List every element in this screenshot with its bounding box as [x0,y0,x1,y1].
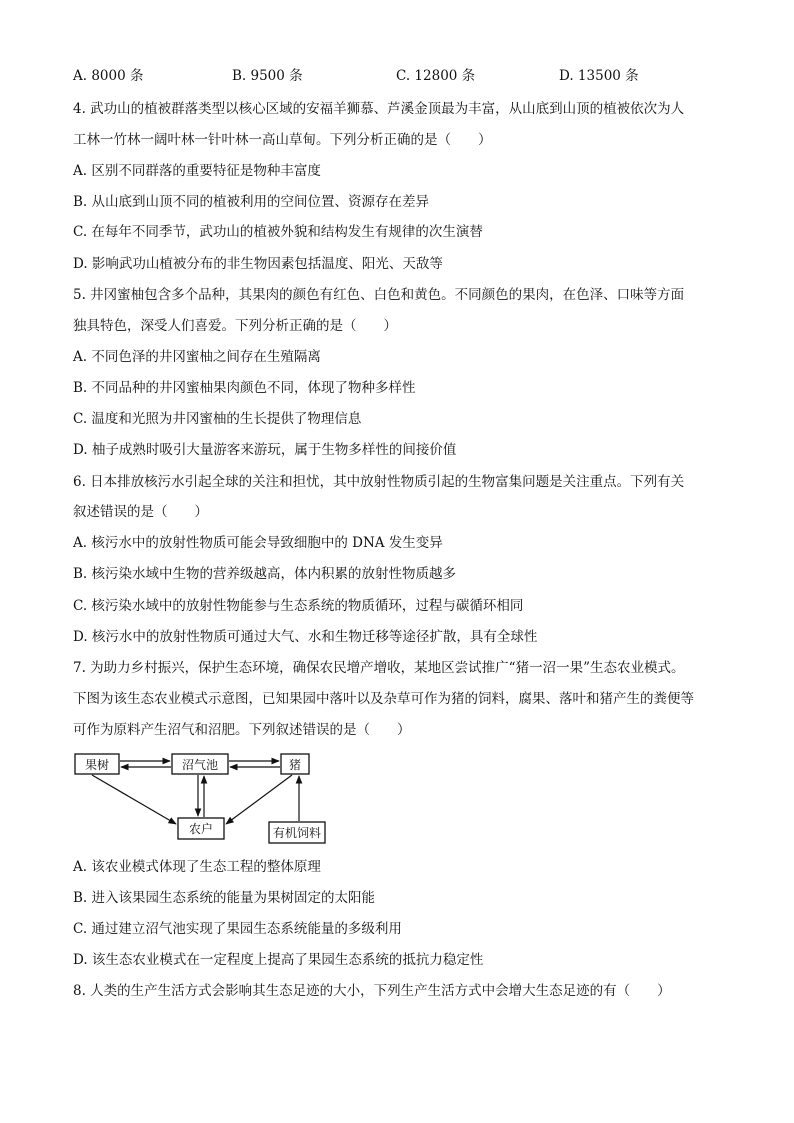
q6-stem-line-1: 6. 日本排放核污水引起全球的关注和担忧，其中放射性物质引起的生物富集问题是关注重点。下列有关 [73,474,685,490]
q6-option-c: C. 核污染水域中的放射性物能参与生态系统的物质循环，过程与碳循环相同 [73,598,524,614]
q7-stem-line-1: 7. 为助力乡村振兴，保护生态环境，确保农民增产增收，某地区尝试推广“猪一沼一果”生态农业模式。 [73,660,685,676]
pig-label: 猪 [288,758,302,772]
q5-stem-line-1: 5. 井冈蜜柚包含多个品种，其果肉的颜色有红色、白色和黄色。不同颜色的果肉，在色泽、口味等方面 [73,287,685,303]
q7-stem-line-3: 可作为原料产生沼气和沼肥。下列叙述错误的是（ ） [73,722,411,738]
q6-option-a: A. 核污水中的放射性物质可能会导致细胞中的 DNA 发生变异 [73,535,443,551]
q5-option-d: D. 柚子成熟时吸引大量游客来游玩，属于生物多样性的间接价值 [73,442,457,458]
arrow-tree-to-farmer [92,775,176,824]
q7-option-b: B. 进入该果园生态系统的能量为果树固定的太阳能 [73,890,376,906]
q5-option-a: A. 不同色泽的井冈蜜柚之间存在生殖隔离 [73,349,321,365]
q4-stem-line-1: 4. 武功山的植被群落类型以核心区域的安福羊狮慕、芦溪金顶最为丰富，从山底到山顶的植被依次为人 [73,101,685,117]
q5-option-c: C. 温度和光照为井冈蜜柚的生长提供了物理信息 [73,411,362,427]
q7-option-c: C. 通过建立沼气池实现了果园生态系统能量的多级利用 [73,921,402,937]
q3-option-b: B. 9500 条 [232,68,303,84]
q4-option-c: C. 在每年不同季节，武功山的植被外貌和结构发生有规律的次生演替 [73,224,483,240]
q4-option-b: B. 从山底到山顶不同的植被利用的空间位置、资源存在差异 [73,194,430,210]
q6-option-b: B. 核污染水域中生物的营养级越高，体内积累的放射性物质越多 [73,566,457,582]
q5-stem-line-2: 独具特色，深受人们喜爱。下列分析正确的是（ ） [73,318,397,334]
arrow-pig-to-farmer [226,775,292,824]
eco-agriculture-diagram [70,748,332,848]
q4-stem-line-2: 工林一竹林一阔叶林一针叶林一高山草甸。下列分析正确的是（ ） [73,132,492,148]
q3-option-d: D. 13500 条 [559,68,639,84]
q7-option-d: D. 该生态农业模式在一定程度上提高了果园生态系统的抵抗力稳定性 [73,952,484,968]
q4-option-d: D. 影响武功山植被分布的非生物因素包括温度、阳光、天敌等 [73,256,443,272]
farmer-label: 农户 [188,822,214,836]
q8-stem-line-1: 8. 人类的生产生活方式会影响其生态足迹的大小，下列生产生活方式中会增大生态足迹的有（ ） [73,983,671,999]
q3-option-c: C. 12800 条 [396,68,476,84]
q6-option-d: D. 核污水中的放射性物质可通过大气、水和生物迁移等途径扩散，具有全球性 [73,629,538,645]
fruit-tree-label: 果树 [84,758,110,772]
organic-feed-label: 有机饲料 [272,826,322,840]
q7-stem-line-2: 下图为该生态农业模式示意图，已知果园中落叶以及杂草可作为猪的饲料，腐果、落叶和猪产生的粪便等 [73,691,694,707]
q3-option-a: A. 8000 条 [73,68,144,84]
q7-option-a: A. 该农业模式体现了生态工程的整体原理 [73,859,321,875]
q6-stem-line-2: 叙述错误的是（ ） [73,504,208,520]
q5-option-b: B. 不同品种的井冈蜜柚果肉颜色不同，体现了物种多样性 [73,380,416,396]
biogas-pit-label: 沼气池 [181,758,219,772]
q4-option-a: A. 区别不同群落的重要特征是物种丰富度 [73,163,321,179]
